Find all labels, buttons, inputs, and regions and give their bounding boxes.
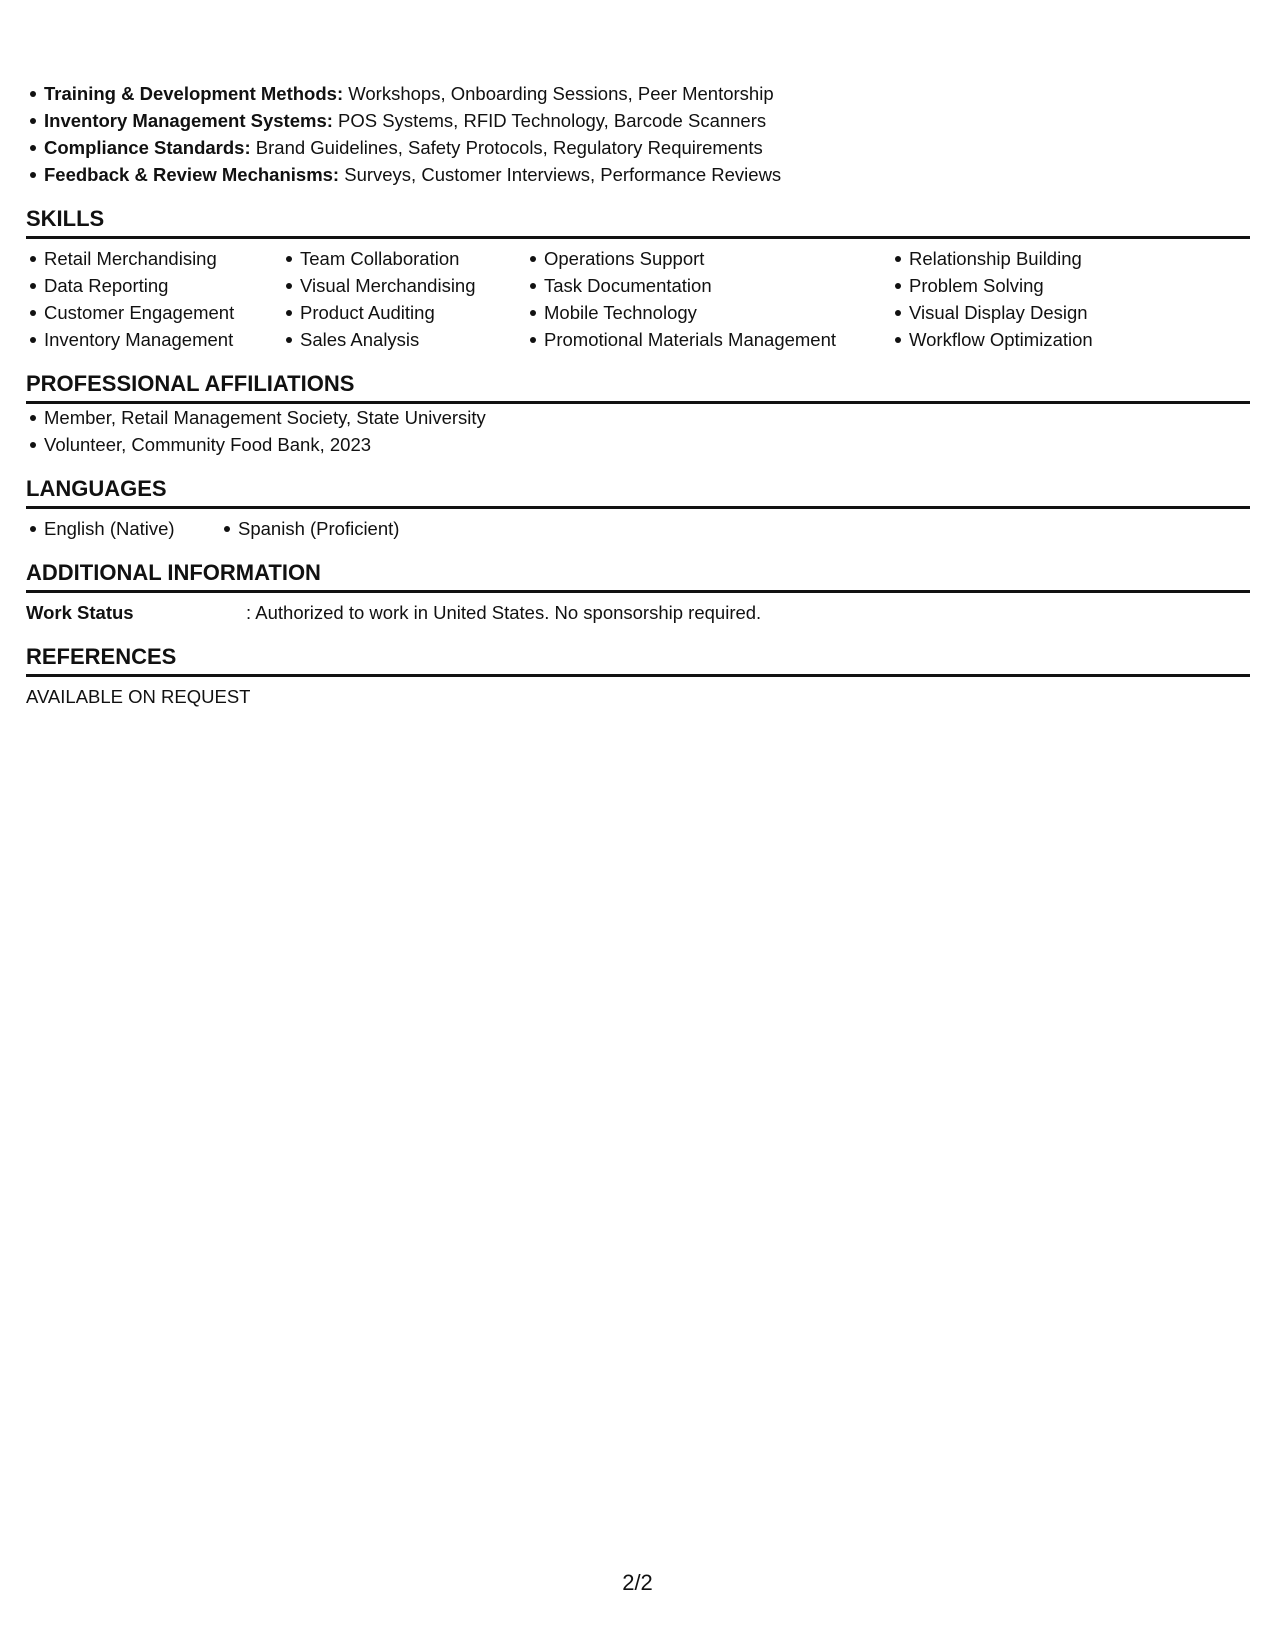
skill-item: Visual Display Design	[909, 299, 1209, 326]
tool-label: Training & Development Methods:	[44, 83, 344, 104]
work-status-row	[26, 599, 1250, 626]
list-item	[44, 80, 1250, 107]
tool-value: POS Systems, RFID Technology, Barcode Scanners	[338, 110, 767, 131]
skills-column	[282, 245, 526, 353]
languages-heading: LANGUAGES	[26, 476, 1250, 509]
tool-value: Workshops, Onboarding Sessions, Peer Mentorship	[348, 83, 774, 104]
references-heading: REFERENCES	[26, 644, 1250, 677]
skills-column	[26, 245, 282, 353]
page-number: 2/2	[622, 1570, 653, 1595]
language-item: Spanish (Proficient)	[238, 515, 414, 542]
affiliations-heading: PROFESSIONAL AFFILIATIONS	[26, 371, 1250, 404]
list-item	[44, 161, 1250, 188]
skill-item: Mobile Technology	[544, 299, 891, 326]
skill-item: Product Auditing	[300, 299, 526, 326]
languages-list	[26, 515, 1250, 542]
language-group	[220, 515, 414, 542]
affiliation-item: Member, Retail Management Society, State University	[44, 404, 1250, 431]
references-text: AVAILABLE ON REQUEST	[26, 686, 251, 707]
skill-item: Problem Solving	[909, 272, 1209, 299]
tool-label: Feedback & Review Mechanisms:	[44, 164, 340, 185]
skill-item: Relationship Building	[909, 245, 1209, 272]
additional-info-heading: ADDITIONAL INFORMATION	[26, 560, 1250, 593]
skill-item: Retail Merchandising	[44, 245, 282, 272]
skills-heading: SKILLS	[26, 206, 1250, 239]
tools-list	[26, 80, 1250, 188]
skill-item: Inventory Management	[44, 326, 282, 353]
skill-item: Sales Analysis	[300, 326, 526, 353]
skill-item: Data Reporting	[44, 272, 282, 299]
skill-item: Operations Support	[544, 245, 891, 272]
skills-column	[526, 245, 891, 353]
list-item	[44, 134, 1250, 161]
work-status-value: : Authorized to work in United States. No sponsorship required.	[246, 602, 762, 623]
list-item	[44, 107, 1250, 134]
affiliation-item: Volunteer, Community Food Bank, 2023	[44, 431, 1250, 458]
skill-item: Workflow Optimization	[909, 326, 1209, 353]
skill-item: Customer Engagement	[44, 299, 282, 326]
skill-item: Promotional Materials Management	[544, 326, 891, 353]
tool-value: Surveys, Customer Interviews, Performance Reviews	[344, 164, 782, 185]
language-group	[26, 515, 220, 542]
skill-item: Task Documentation	[544, 272, 891, 299]
skills-grid	[26, 245, 1250, 353]
tool-value: Brand Guidelines, Safety Protocols, Regulatory Requirements	[255, 137, 763, 158]
resume-page	[26, 80, 1250, 710]
language-item: English (Native)	[44, 515, 220, 542]
skill-item: Visual Merchandising	[300, 272, 526, 299]
tool-label: Inventory Management Systems:	[44, 110, 333, 131]
skill-item: Team Collaboration	[300, 245, 526, 272]
affiliations-list	[26, 404, 1250, 458]
skills-column	[891, 245, 1209, 353]
tool-label: Compliance Standards:	[44, 137, 251, 158]
work-status-label: Work Status	[26, 602, 134, 623]
